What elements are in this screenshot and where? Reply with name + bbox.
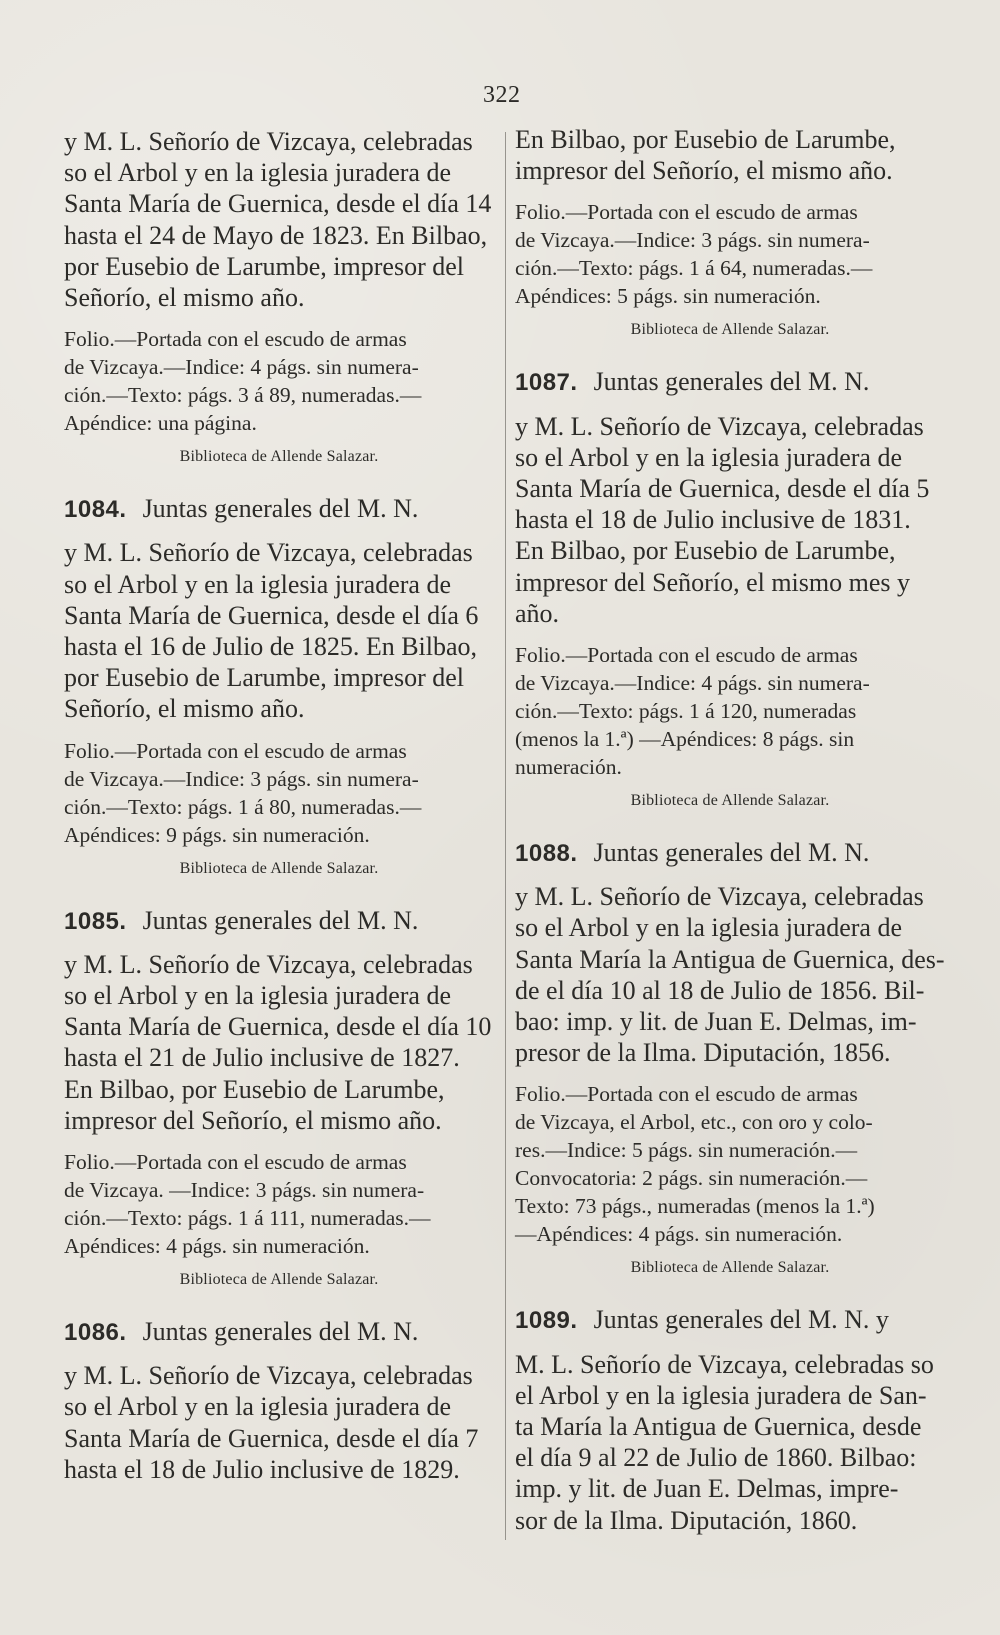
entry-text: y M. L. Señorío de Vizcaya, celebradas so el Arbol y en la iglesia juradera de Santa María de Guernica, desde el día 6 hasta el 16 de Julio de 1825. En Bilbao, por Eusebio de Larumbe, impresor del Señorío, el mismo año. — [64, 538, 479, 724]
right-continuation-text: En Bilbao, por Eusebio de Larumbe, impresor del Señorío, el mismo año. — [515, 125, 896, 186]
left-continuation-library: Biblioteca de Allende Salazar. — [179, 448, 379, 466]
left-continuation-description: Folio.—Portada con el escudo de armas de Vizcaya.—Indice: 4 págs. sin numera- ción.—Texto: págs. 3 á 89, numeradas.— Apéndice: una página. — [64, 327, 422, 436]
entry-heading — [64, 1316, 494, 1348]
entry-library: Biblioteca de Allende Salazar. — [630, 792, 830, 810]
entry-title: Juntas generales del M. N. — [142, 905, 419, 935]
entry-1087 — [515, 366, 945, 811]
entry-description: Folio.—Portada con el escudo de armas de Vizcaya.—Indice: 3 págs. sin numera- ción.—Texto: págs. 1 á 80, numeradas.— Apéndices: 9 págs. sin numeración. — [64, 738, 422, 847]
entry-heading — [515, 366, 945, 398]
entry-heading — [64, 493, 494, 525]
entry-library: Biblioteca de Allende Salazar. — [179, 1271, 379, 1289]
entry-number: 1086. — [64, 1319, 127, 1347]
entry-text: y M. L. Señorío de Vizcaya, celebradas so el Arbol y en la iglesia juradera de Santa María de Guernica, desde el día 5 hasta el 18 de Julio inclusive de 1831. En Bilbao, por Eusebio de Larumbe, impresor del Señorío, el mismo mes y año. — [515, 411, 930, 628]
right-continuation-library: Biblioteca de Allende Salazar. — [630, 321, 830, 339]
entry-1086 — [64, 1316, 494, 1485]
entry-description: Folio.—Portada con el escudo de armas de Vizcaya, el Arbol, etc., con oro y colo- res.—Indice: 5 págs. sin numeración.— Convocatoria: 2 págs. sin numeración.— Texto: 73 págs., numeradas (menos la 1.ª) —Apéndices: 4 págs. sin numeración. — [515, 1082, 875, 1247]
left-continuation-text: y M. L. Señorío de Vizcaya, celebradas so el Arbol y en la iglesia juradera de Santa María de Guernica, desde el día 14 hasta el 24 de Mayo de 1823. En Bilbao, por Eusebio de Larumbe, impresor del Señorío, el mismo año. — [64, 127, 492, 313]
entry-library: Biblioteca de Allende Salazar. — [179, 859, 379, 877]
entry-number: 1088. — [515, 840, 578, 868]
entry-number: 1089. — [515, 1307, 578, 1335]
entry-library: Biblioteca de Allende Salazar. — [630, 1259, 830, 1277]
entry-title: Juntas generales del M. N. — [593, 838, 870, 868]
entry-text: M. L. Señorío de Vizcaya, celebradas so el Arbol y en la iglesia juradera de San- ta María la Antigua de Guernica, desde el día 9 al 22 de Julio de 1860. Bilbao: imp. y lit. de Juan E. Delmas, impre- sor de la Ilma. Diputación, 1860. — [515, 1349, 934, 1535]
entry-text: y M. L. Señorío de Vizcaya, celebradas so el Arbol y en la iglesia juradera de Santa María de Guernica, desde el día 7 hasta el 18 de Julio inclusive de 1829. — [64, 1361, 479, 1484]
entry-heading — [64, 905, 494, 937]
right-column — [515, 124, 945, 1548]
entry-title: Juntas generales del M. N. — [142, 494, 419, 524]
entry-number: 1087. — [515, 369, 578, 397]
entry-title: Juntas generales del M. N. — [142, 1317, 419, 1347]
column-divider — [505, 132, 506, 1540]
entry-title: Juntas generales del M. N. — [593, 367, 870, 397]
left-column — [64, 126, 494, 1497]
entry-description: Folio.—Portada con el escudo de armas de Vizcaya.—Indice: 4 págs. sin numera- ción.—Texto: págs. 1 á 120, numeradas (menos la 1.ª) —Apéndices: 8 págs. sin numeración. — [515, 643, 870, 780]
entry-number: 1085. — [64, 907, 127, 935]
entry-1084 — [64, 493, 494, 878]
page-number: 322 — [483, 82, 521, 108]
entry-title: Juntas generales del M. N. y — [593, 1305, 889, 1335]
entry-1088 — [515, 837, 945, 1278]
entry-heading — [515, 1304, 945, 1336]
entry-number: 1084. — [64, 496, 127, 524]
entry-text: y M. L. Señorío de Vizcaya, celebradas so el Arbol y en la iglesia juradera de Santa María la Antigua de Guernica, des- de el día 10 al 18 de Julio de 1856. Bil- bao: imp. y lit. de Juan E. Delmas, im- presor de la Ilma. Diputación, 1856. — [515, 882, 945, 1068]
entry-1085 — [64, 905, 494, 1290]
entry-heading — [515, 837, 945, 869]
entry-1089 — [515, 1304, 945, 1535]
right-continuation-description: Folio.—Portada con el escudo de armas de Vizcaya.—Indice: 3 págs. sin numera- ción.—Texto: págs. 1 á 64, numeradas.— Apéndices: 5 págs. sin numeración. — [515, 200, 873, 309]
entry-text: y M. L. Señorío de Vizcaya, celebradas so el Arbol y en la iglesia juradera de Santa María de Guernica, desde el día 10 hasta el 21 de Julio inclusive de 1827. En Bilbao, por Eusebio de Larumbe, impresor del Señorío, el mismo año. — [64, 949, 492, 1135]
entry-description: Folio.—Portada con el escudo de armas de Vizcaya. —Indice: 3 págs. sin numera- ción.—Texto: págs. 1 á 111, numeradas.— Apéndices: 4 págs. sin numeración. — [64, 1150, 431, 1259]
